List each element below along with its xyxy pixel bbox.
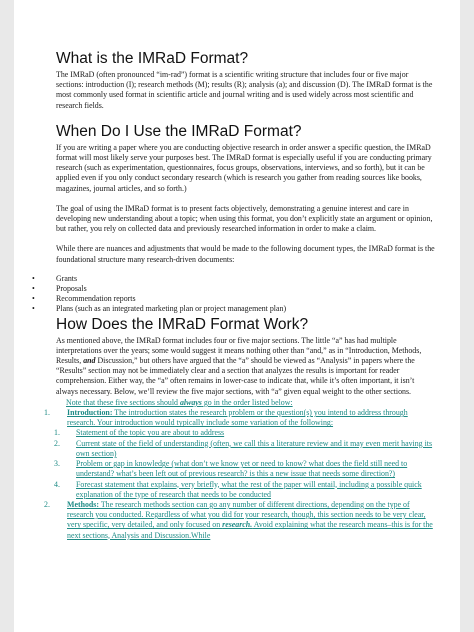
sub-list-item: 1. Statement of the topic you are about to address: [54, 428, 225, 438]
order-note: Note that these five sections should always go in the order listed below:: [66, 397, 293, 407]
document-types-list: [56, 274, 436, 315]
list-item: • Proposals: [40, 284, 436, 294]
list-item: • Recommendation reports: [40, 294, 436, 304]
when-to-use-paragraph-2: The goal of using the IMRaD format is to present facts objectively, demonstrating a genuine interest and care in developing new understanding about a topic; when using this format, you don’t explicitly state an argument or opinion, but rather, you rely on collected data and previously researched information in order to make a claim.: [56, 203, 433, 234]
document-page: [14, 0, 460, 632]
list-item: • Plans (such as an integrated marketing plan or project management plan): [40, 304, 436, 314]
sub-list-item: 4. Forecast statement that explains, very briefly, what the rest of the paper will entail, including a possible quick explanation of the type of research that needs to be conducted: [54, 479, 422, 499]
when-to-use-paragraph-1: If you are writing a paper where you are conducting objective research in order answer a specific question, the IMRaD format will most likely serve your purposes best. The IMRaD format is especially useful if you are conducting primary research (such as experimentation, questionnaires, focus groups, observations, interviews, and so forth), but it can be applied even if you only conduct secondary research (which is research you gather from reading sources like books, magazines, journal articles, and so forth.): [56, 142, 432, 193]
document-content: [44, 50, 436, 541]
list-item: • Grants: [40, 274, 436, 284]
sub-list-item: 3. Problem or gap in knowledge (what don’t we know yet or need to know? what does the field still need to understand? what’s been left out of previous research? is this a new issue that needs some direction?): [54, 459, 408, 479]
how-it-works-paragraph: As mentioned above, the IMRaD format includes four or five major sections. The little “a” has had multiple interpretations over the years; some would suggest it means nothing other than “and,” as in “Introduction, Methods, Results, and Discussion,” but others have argued that the “a” should be viewed as “Analysis” in papers where the “Results” section may not be immediately clear and a section that analyzes the results is important for reader comprehension. Either way, the “a” often remains in lower-case to indicate that, while it’s often important, it isn’t always necessary. Below, we’ll review the five major sections, with “a” given equal weight to the other sections.: [56, 335, 422, 396]
heading-how-imrad-works: How Does the IMRaD Format Work?: [56, 315, 309, 333]
list-item-introduction: 1. Introduction: The introduction states the research problem or the question(s) you intend to address through research. Your introduction would typically include some variation of the following:: [44, 408, 408, 428]
heading-when-to-use-imrad: When Do I Use the IMRaD Format?: [56, 122, 302, 140]
heading-what-is-imrad: What is the IMRaD Format?: [56, 50, 249, 67]
imrad-definition-paragraph: The IMRaD (often pronounced “im-rad”) format is a scientific writing structure that includes four or five major sections: introduction (I); research methods (M); results (R); analysis (a); and discussion (D). The IMRaD format is the most commonly used format in scientific article and journal writing and is used widely across most scientific and research fields.: [56, 70, 433, 110]
sub-list-item: 2. Current state of the field of understanding (often, we call this a literature review and it may even merit having its own section): [54, 438, 433, 458]
when-to-use-paragraph-3: While there are nuances and adjustments that would be made to the following document types, the IMRaD format is the foundational structure many research-driven documents:: [56, 244, 435, 264]
list-item-methods: 2. Methods: The research methods section can go any number of different directions, depending on the type of research you conducted. Regardless of what you did for your research, though, this section needs to be very clear, very specific, very detailed, and only focused on research. Avoid explaining what the research means–this is for the next sections, Analysis and Discussion.While: [44, 499, 433, 540]
